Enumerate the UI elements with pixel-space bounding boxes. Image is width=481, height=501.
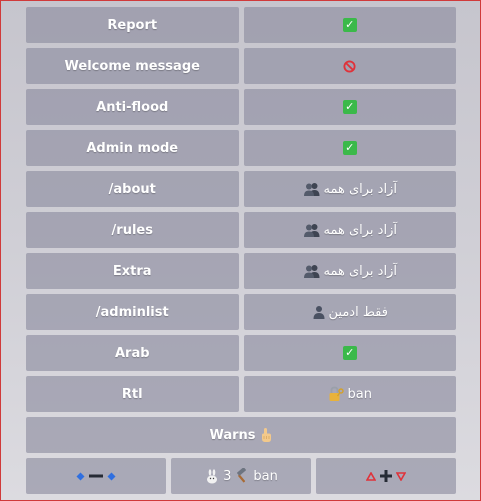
button-label: Admin mode: [86, 140, 179, 156]
keyboard-row: [26, 417, 456, 453]
button-label: /about: [108, 181, 156, 197]
report-button[interactable]: [26, 7, 239, 43]
check-mark-icon: ✓: [343, 141, 357, 155]
diamond-icon: [76, 472, 85, 481]
extra-permission-button[interactable]: [244, 253, 457, 289]
pointing-hand-icon: [259, 427, 273, 443]
warns-button[interactable]: [26, 417, 456, 453]
admin-mode-button[interactable]: [26, 130, 239, 166]
people-icon: [303, 182, 321, 196]
keyboard-row: [26, 335, 456, 371]
adminlist-command-button[interactable]: [26, 294, 239, 330]
button-label: Anti-flood: [96, 99, 169, 115]
warns-action-label: ban: [253, 468, 278, 484]
diamond-icon: [107, 472, 116, 481]
report-toggle-button[interactable]: [244, 7, 457, 43]
people-icon: [303, 223, 321, 237]
action-label: ban: [347, 386, 372, 402]
permission-label: آزاد برای همه: [323, 263, 397, 279]
rabbit-icon: [204, 469, 220, 484]
lock-key-icon: [328, 386, 345, 402]
about-command-button[interactable]: [26, 171, 239, 207]
permission-label: آزاد برای همه: [323, 181, 397, 197]
keyboard-row: [26, 7, 456, 43]
keyboard-row: [26, 171, 456, 207]
people-icon: [303, 264, 321, 278]
rtl-action-button[interactable]: [244, 376, 457, 412]
keyboard-row: [26, 212, 456, 248]
welcome-message-toggle-button[interactable]: [244, 48, 457, 84]
arab-toggle-button[interactable]: [244, 335, 457, 371]
person-icon: [312, 305, 326, 319]
no-entry-icon: [343, 60, 356, 73]
button-label: Extra: [112, 263, 152, 279]
keyboard-row: [26, 48, 456, 84]
minus-icon: [88, 472, 104, 480]
triangle-down-icon: [396, 472, 406, 481]
button-label: Welcome message: [64, 58, 200, 74]
warns-count: 3: [223, 468, 232, 484]
keyboard-row: [26, 376, 456, 412]
rules-permission-button[interactable]: [244, 212, 457, 248]
decrease-warns-button[interactable]: [26, 458, 166, 494]
hammer-icon: [234, 468, 250, 484]
about-permission-button[interactable]: [244, 171, 457, 207]
arab-button[interactable]: [26, 335, 239, 371]
button-label: Warns: [209, 427, 256, 443]
button-label: Report: [107, 17, 158, 33]
keyboard-row: [26, 253, 456, 289]
button-label: Rtl: [121, 386, 143, 402]
permission-label: آزاد برای همه: [323, 222, 397, 238]
admin-mode-toggle-button[interactable]: [244, 130, 457, 166]
keyboard-row: [26, 89, 456, 125]
adminlist-permission-button[interactable]: [244, 294, 457, 330]
plus-icon: [379, 469, 393, 483]
button-label: Arab: [114, 345, 150, 361]
keyboard-row: [26, 130, 456, 166]
check-mark-icon: ✓: [343, 100, 357, 114]
permission-label: فقط ادمین: [328, 304, 388, 320]
inline-keyboard: [26, 7, 456, 499]
button-label: /adminlist: [95, 304, 169, 320]
check-mark-icon: ✓: [343, 346, 357, 360]
warns-status-button[interactable]: [171, 458, 311, 494]
welcome-message-button[interactable]: [26, 48, 239, 84]
rules-command-button[interactable]: [26, 212, 239, 248]
anti-flood-toggle-button[interactable]: [244, 89, 457, 125]
increase-warns-button[interactable]: [316, 458, 456, 494]
rtl-button[interactable]: [26, 376, 239, 412]
triangle-up-icon: [366, 472, 376, 481]
anti-flood-button[interactable]: [26, 89, 239, 125]
button-label: /rules: [111, 222, 153, 238]
check-mark-icon: ✓: [343, 18, 357, 32]
extra-command-button[interactable]: [26, 253, 239, 289]
keyboard-row: [26, 458, 456, 494]
keyboard-row: [26, 294, 456, 330]
